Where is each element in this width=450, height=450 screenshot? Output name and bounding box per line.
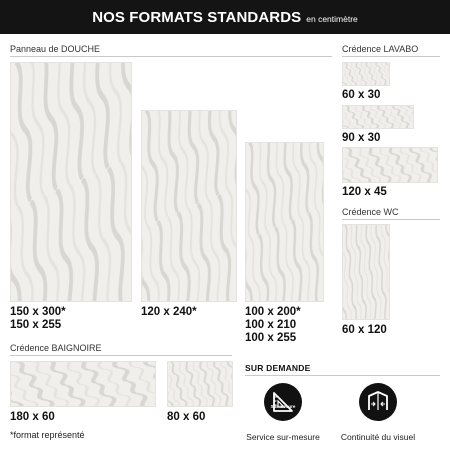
section-rule-baignoire: [10, 355, 232, 356]
format-label: 100 x 210: [245, 319, 297, 331]
lavabo-panel-90x30: [342, 105, 414, 129]
baignoire-panel-180x60: [10, 361, 156, 407]
wave-texture: [246, 143, 323, 301]
format-label: 120 x 240*: [141, 306, 197, 318]
set-square-icon-text: Sur mesure: [270, 404, 296, 409]
shower-panel-100x200: [245, 142, 324, 302]
lavabo-panel-120x45: [342, 147, 438, 183]
continuity-frame-glyph: [365, 389, 391, 415]
format-label: 100 x 255: [245, 332, 297, 344]
wc-panel-60x120: [342, 224, 390, 320]
wave-texture: [11, 362, 155, 406]
service-caption: Service sur-mesure: [246, 432, 320, 442]
section-rule-douche: [10, 56, 332, 57]
wave-texture: [343, 63, 389, 85]
format-label: 100 x 200*: [245, 306, 301, 318]
set-square-icon: [264, 383, 302, 421]
wave-texture: [168, 362, 232, 406]
section-rule-sur-demande: [245, 375, 440, 376]
header-title: NOS FORMATS STANDARDS: [92, 8, 302, 26]
douche-dims-2: [141, 306, 197, 319]
shower-panel-120x240: [141, 110, 237, 302]
footnote: *format représenté: [10, 430, 85, 440]
section-rule-wc: [342, 219, 440, 220]
wave-texture: [343, 225, 389, 319]
baignoire-panel-80x60: [167, 361, 233, 407]
lavabo-panel-60x30: [342, 62, 390, 86]
format-label: 120 x 45: [342, 186, 387, 198]
section-label-wc: Crédence WC: [342, 207, 399, 217]
wave-texture: [343, 148, 437, 182]
section-rule-lavabo: [342, 56, 440, 57]
set-square-glyph: [268, 387, 298, 417]
wave-texture: [142, 111, 236, 301]
douche-dims-3: [245, 306, 301, 345]
douche-dims-1: [10, 306, 66, 332]
section-label-lavabo: Crédence LAVABO: [342, 44, 419, 54]
format-label: 90 x 30: [342, 132, 381, 144]
format-label: 150 x 255: [10, 319, 62, 331]
section-label-douche: Panneau de DOUCHE: [10, 44, 101, 54]
format-label: 150 x 300*: [10, 306, 66, 318]
header-subtitle: en centimètre: [306, 13, 358, 24]
format-label: 180 x 60: [10, 411, 55, 423]
shower-panel-150x300: [10, 62, 132, 302]
wave-texture: [343, 106, 413, 128]
format-label: 60 x 120: [342, 324, 387, 336]
section-label-sur-demande: SUR DEMANDE: [245, 363, 311, 373]
header-bar: [0, 0, 450, 34]
wave-texture: [11, 63, 131, 301]
format-label: 60 x 30: [342, 89, 381, 101]
continuity-frame-icon: [359, 383, 397, 421]
format-label: 80 x 60: [167, 411, 206, 423]
section-label-baignoire: Crédence BAIGNOIRE: [10, 343, 102, 353]
service-caption: Continuité du visuel: [340, 432, 416, 442]
